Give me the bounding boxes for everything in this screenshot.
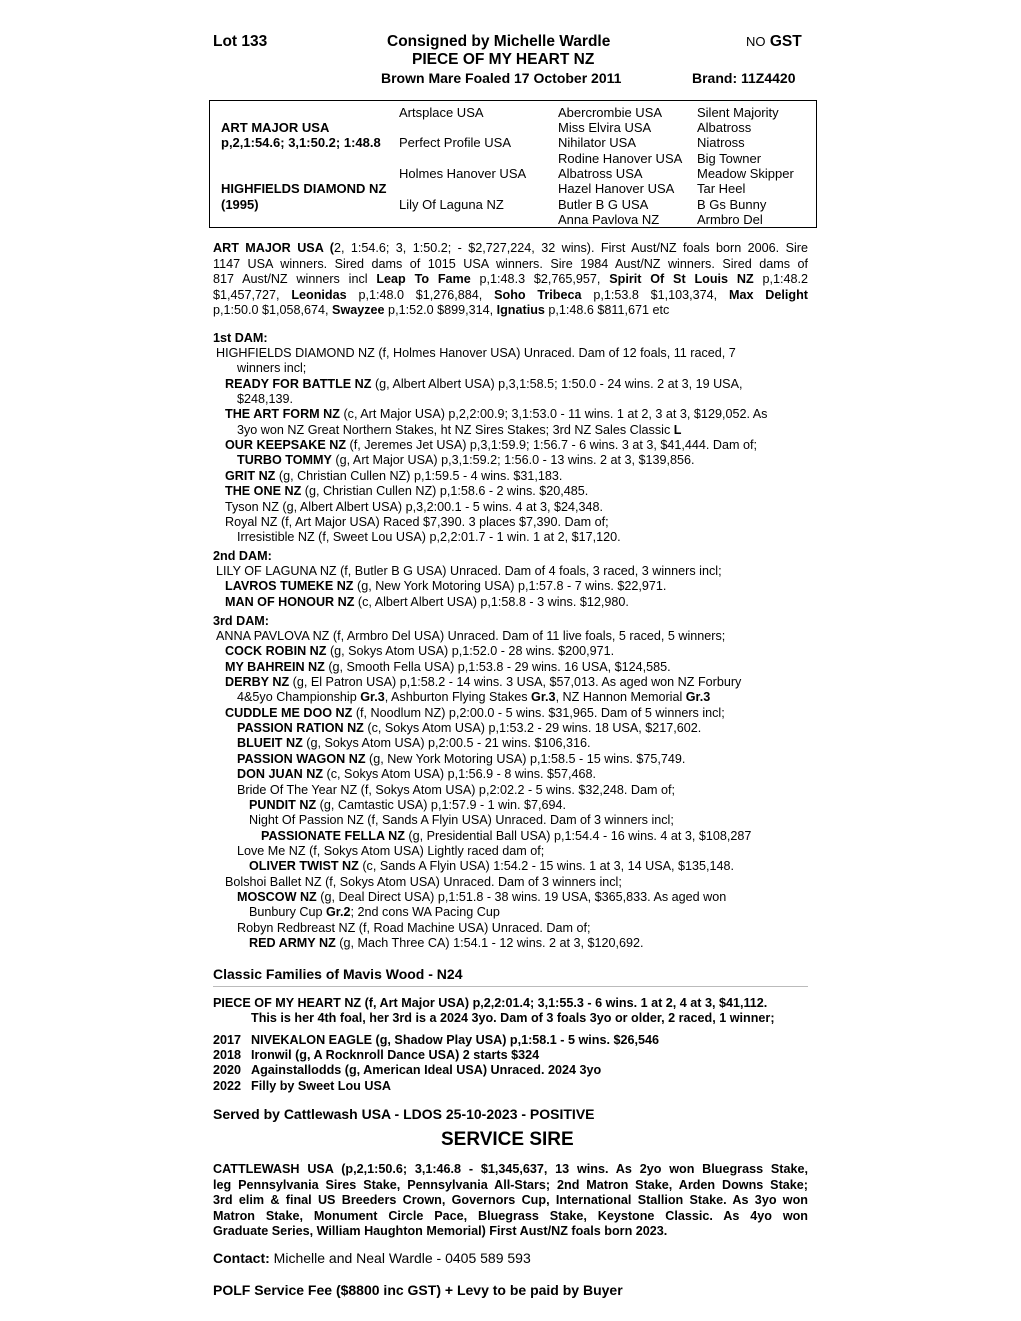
dam-year: (1995) (221, 197, 259, 212)
pedigree-line: $248,139. (237, 392, 294, 407)
pedigree-line: DERBY NZ (g, El Patron USA) p,1:58.2 - 14 wins. 3 USA, $57,013. As aged won NZ Forbury (225, 675, 742, 690)
sire-summary-line: p,1:50.0 $1,058,674, Swayzee p,1:52.0 $899,314, Ignatius p,1:48.6 $811,671 etc (213, 303, 670, 318)
pedigree-gen2: Artsplace USA (399, 105, 484, 120)
consignor: Consigned by Michelle Wardle (387, 33, 611, 50)
pedigree-box (209, 100, 817, 228)
service-sire-heading: SERVICE SIRE (441, 1129, 574, 1150)
pedigree-gen4: Tar Heel (697, 181, 746, 196)
pedigree-gen4: Niatross (697, 135, 745, 150)
service-sire-line: leg Pennsylvania Sires Stake, Pennsylvania All-Stars; 2nd Matron Stake, Arden Downs Stake; (213, 1177, 808, 1192)
gst-prefix: NO (746, 34, 766, 49)
pedigree-line: Bride Of The Year NZ (f, Sokys Atom USA) p,2:02.2 - 5 wins. $32,248. Dam of; (237, 782, 675, 797)
divider (213, 986, 808, 987)
pedigree-gen4: B Gs Bunny (697, 197, 767, 212)
pedigree-line: MY BAHREIN NZ (g, Smooth Fella USA) p,1:53.8 - 29 wins. 16 USA, $124,585. (225, 659, 671, 674)
progeny-year: 2022 (213, 1078, 242, 1093)
lot-summary-line1: PIECE OF MY HEART NZ (f, Art Major USA) p,2,2:01.4; 3,1:55.3 - 6 wins. 1 at 2, 4 at 3, $41,112. (213, 996, 768, 1010)
pedigree-line: MOSCOW NZ (g, Deal Direct USA) p,1:51.8 - 38 wins. 19 USA, $365,833. As aged won (237, 889, 727, 904)
dam-name: HIGHFIELDS DIAMOND NZ (221, 181, 387, 196)
service-sire-line: Graduate Series, William Haughton Memorial) First Aust/NZ foals born 2023. (213, 1224, 668, 1239)
pedigree-gen2: Lily Of Laguna NZ (399, 197, 504, 212)
third-dam-heading: 3rd DAM: (213, 614, 269, 628)
pedigree-line: PASSIONATE FELLA NZ (g, Presidential Ball USA) p,1:54.4 - 16 wins. 4 at 3, $108,287 (261, 828, 752, 843)
gst-label: GST (769, 33, 802, 50)
sire-summary-line: 817 Aust/NZ winners incl Leap To Fame p,1:48.3 $2,765,957, Spirit Of St Louis NZ p,1:48.2 (213, 272, 808, 287)
classic-families: Classic Families of Mavis Wood - N24 (213, 966, 463, 982)
progeny-text: Ironwil (g, A Rocknroll Dance USA) 2 starts $324 (251, 1048, 540, 1063)
pedigree-gen4: Armbro Del (697, 212, 763, 227)
pedigree-line: Robyn Redbreast NZ (f, Road Machine USA) Unraced. Dam of; (237, 920, 591, 935)
pedigree-gen3: Butler B G USA (558, 197, 649, 212)
lot-number: Lot 133 (213, 33, 268, 50)
horse-name: PIECE OF MY HEART NZ (412, 51, 595, 68)
pedigree-gen4: Silent Majority (697, 105, 779, 120)
progeny-item (213, 1033, 659, 1048)
pedigree-gen3: Nihilator USA (558, 135, 637, 150)
pedigree-line: OUR KEEPSAKE NZ (f, Jeremes Jet USA) p,3,1:59.9; 1:56.7 - 6 wins. 3 at 3, $41,444. Dam of; (225, 438, 757, 453)
pedigree-line: 4&5yo Championship Gr.3, Ashburton Flying Stakes Gr.3, NZ Hannon Memorial Gr.3 (237, 690, 711, 705)
pedigree-line: Royal NZ (f, Art Major USA) Raced $7,390. 3 places $7,390. Dam of; (225, 514, 609, 529)
pedigree-line: LAVROS TUMEKE NZ (g, New York Motoring USA) p,1:57.8 - 7 wins. $22,971. (225, 579, 667, 594)
progeny-text: Againstallodds (g, American Ideal USA) Unraced. 2024 3yo (251, 1063, 602, 1078)
brand: Brand: 11Z4420 (692, 70, 796, 86)
pedigree-gen4: Albatross (697, 120, 752, 135)
progeny-year: 2020 (213, 1063, 242, 1078)
pedigree-line: PASSION WAGON NZ (g, New York Motoring USA) p,1:58.5 - 15 wins. $75,749. (237, 751, 686, 766)
pedigree-line: winners incl; (237, 361, 307, 376)
progeny-text: NIVEKALON EAGLE (g, Shadow Play USA) p,1:58.1 - 5 wins. $26,546 (251, 1033, 660, 1047)
second-dam-heading: 2nd DAM: (213, 549, 272, 563)
service-sire-line: 3rd elim & final US Breeders Crown, Governors Cup, International Stallion Stake. As 3yo won (213, 1193, 808, 1208)
pedigree-line: CUDDLE ME DOO NZ (f, Noodlum NZ) p,2:00.0 - 5 wins. $31,965. Dam of 5 winners incl; (225, 705, 725, 720)
gst-status (746, 33, 802, 51)
pedigree-line: BLUEIT NZ (g, Sokys Atom USA) p,2:00.5 - 21 wins. $106,316. (237, 736, 591, 751)
pedigree-line: OLIVER TWIST NZ (c, Sands A Flyin USA) 1:54.2 - 15 wins. 1 at 3, 14 USA, $135,148. (249, 859, 735, 874)
progeny-item (213, 1048, 539, 1063)
pedigree-line: COCK ROBIN NZ (g, Sokys Atom USA) p,1:52.0 - 28 wins. $200,971. (225, 644, 615, 659)
progeny-item (213, 1079, 391, 1094)
pedigree-gen3: Miss Elvira USA (558, 120, 652, 135)
pedigree-gen2: Perfect Profile USA (399, 135, 511, 150)
sire-summary-line: 1147 USA winners. Sired dams of 1015 USA winners. Sire 1984 Aust/NZ winners. Sired dams of (213, 256, 808, 271)
pedigree-line: PASSION RATION NZ (c, Sokys Atom USA) p,1:53.2 - 29 wins. 18 USA, $217,602. (237, 721, 702, 736)
service-sire-line: Matron Stake, Monument Circle Pace, Bluegrass Stake, Keystone Classic. As 4yo won (213, 1208, 808, 1223)
contact-value: Michelle and Neal Wardle - 0405 589 593 (269, 1250, 531, 1266)
contact-label: Contact: (213, 1250, 270, 1266)
pedigree-line: THE ART FORM NZ (c, Art Major USA) p,2,2:00.9; 3,1:53.0 - 11 wins. 1 at 2, 3 at 3, $129,052. As (225, 407, 768, 422)
lot-summary-line2: This is her 4th foal, her 3rd is a 2024 3yo. Dam of 3 foals 3yo or older, 2 raced, 1 winner; (251, 1011, 775, 1025)
horse-description: Brown Mare Foaled 17 October 2011 (381, 70, 622, 86)
pedigree-line: Night Of Passion NZ (f, Sands A Flyin USA) Unraced. Dam of 3 winners incl; (249, 813, 674, 828)
pedigree-line: LILY OF LAGUNA NZ (f, Butler B G USA) Unraced. Dam of 4 foals, 3 raced, 3 winners incl; (216, 564, 722, 578)
pedigree-line: PUNDIT NZ (g, Camtastic USA) p,1:57.9 - 1 win. $7,694. (249, 797, 567, 812)
pedigree-line: GRIT NZ (g, Christian Cullen NZ) p,1:59.5 - 4 wins. $31,183. (225, 468, 563, 483)
sire-summary-line: $1,457,727, Leonidas p,1:48.0 $1,276,884, Soho Tribeca p,1:53.8 $1,103,374, Max Delight (213, 287, 808, 302)
pedigree-line: DON JUAN NZ (c, Sokys Atom USA) p,1:56.9 - 8 wins. $57,468. (237, 767, 597, 782)
pedigree-gen4: Big Towner (697, 151, 762, 166)
sire-name: ART MAJOR USA (221, 120, 330, 135)
pedigree-gen3: Anna Pavlova NZ (558, 212, 660, 227)
pedigree-gen3: Rodine Hanover USA (558, 151, 683, 166)
contact (213, 1249, 531, 1267)
served-by: Served by Cattlewash USA - LDOS 25-10-2023 - POSITIVE (213, 1106, 595, 1122)
pedigree-line: Bolshoi Ballet NZ (f, Sokys Atom USA) Unraced. Dam of 3 winners incl; (225, 874, 622, 889)
pedigree-gen2: Holmes Hanover USA (399, 166, 527, 181)
pedigree-line: Bunbury Cup Gr.2; 2nd cons WA Pacing Cup (249, 905, 500, 920)
pedigree-line: MAN OF HONOUR NZ (c, Albert Albert USA) p,1:58.8 - 3 wins. $12,980. (225, 594, 629, 609)
pedigree-line: ANNA PAVLOVA NZ (f, Armbro Del USA) Unraced. Dam of 11 live foals, 5 raced, 5 winners; (216, 629, 726, 643)
pedigree-line: RED ARMY NZ (g, Mach Three CA) 1:54.1 - 12 wins. 2 at 3, $120,692. (249, 936, 644, 950)
first-dam-heading: 1st DAM: (213, 331, 268, 345)
progeny-item (213, 1063, 601, 1078)
progeny-year: 2017 (213, 1033, 242, 1047)
pedigree-gen3: Abercrombie USA (558, 105, 663, 120)
pedigree-gen4: Meadow Skipper (697, 166, 794, 181)
pedigree-line: THE ONE NZ (g, Christian Cullen NZ) p,1:58.6 - 2 wins. $20,485. (225, 484, 589, 499)
progeny-text: Filly by Sweet Lou USA (251, 1078, 391, 1093)
pedigree-line: 3yo won NZ Great Northern Stakes, ht NZ Sires Stakes; 3rd NZ Sales Classic L (237, 422, 682, 437)
sire-summary-line: ART MAJOR USA (2, 1:54.6; 3, 1:50.2; - $2,727,224, 32 wins). First Aust/NZ foals born 2006. Sire (213, 241, 808, 255)
sire-record: p,2,1:54.6; 3,1:50.2; 1:48.8 (221, 135, 381, 150)
pedigree-gen3: Hazel Hanover USA (558, 181, 675, 196)
service-sire-line: CATTLEWASH USA (p,2,1:50.6; 3,1:46.8 - $1,345,637, 13 wins. As 2yo won Bluegrass Stake, (213, 1162, 808, 1176)
service-fee: POLF Service Fee ($8800 inc GST) + Levy to be paid by Buyer (213, 1282, 623, 1298)
pedigree-line: HIGHFIELDS DIAMOND NZ (f, Holmes Hanover USA) Unraced. Dam of 12 foals, 11 raced, 7 (216, 346, 736, 360)
pedigree-line: Irresistible NZ (f, Sweet Lou USA) p,2,2:01.7 - 1 win. 1 at 2, $17,120. (237, 530, 621, 545)
pedigree-line: TURBO TOMMY (g, Art Major USA) p,3,1:59.2; 1:56.0 - 13 wins. 2 at 3, $139,856. (237, 453, 695, 468)
pedigree-line: Tyson NZ (g, Albert Albert USA) p,3,2:00.1 - 5 wins. 4 at 3, $24,348. (225, 499, 604, 514)
pedigree-gen3: Albatross USA (558, 166, 643, 181)
pedigree-line: Love Me NZ (f, Sokys Atom USA) Lightly raced dam of; (237, 843, 545, 858)
progeny-year: 2018 (213, 1048, 242, 1063)
pedigree-line: READY FOR BATTLE NZ (g, Albert Albert USA) p,3,1:58.5; 1:50.0 - 24 wins. 2 at 3, 19 USA, (225, 376, 743, 391)
